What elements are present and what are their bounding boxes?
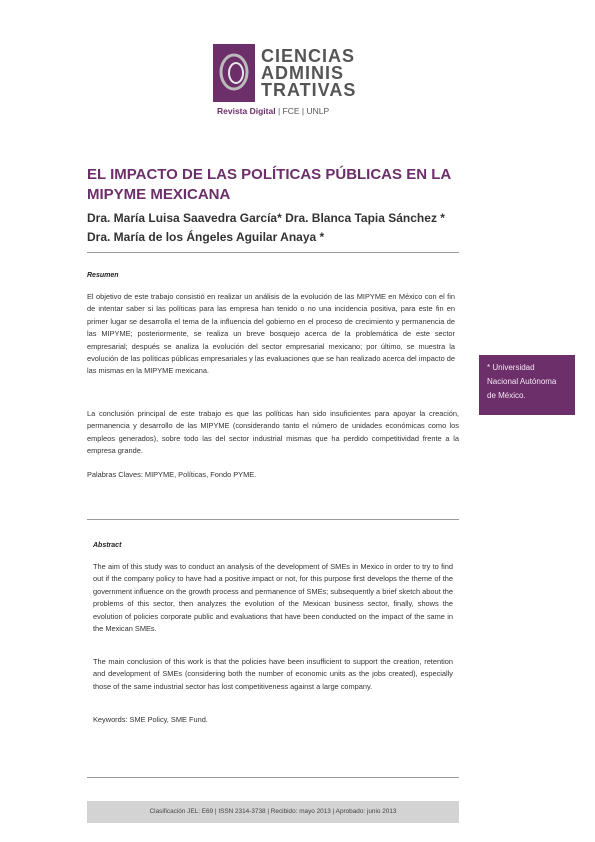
resumen-conclusion: La conclusión principal de este trabajo es que las políticas han sido insuficientes para apoyar la creación, permanencia y desarrollo de las MIPYME (considerando tanto el número de unidades económicas como los empleos generados), sobre todo las del sector industrial mismas que ha perdido competitividad frente a la empresa grande. — [87, 409, 459, 456]
section-divider — [87, 777, 459, 778]
article-title: EL IMPACTO DE LAS POLÍTICAS PÚBLICAS EN LA MIPYME MEXICANA — [87, 166, 451, 203]
resumen-keywords: Palabras Claves: MIPYME, Políticas, Fondo PYME. — [87, 470, 257, 479]
section-divider — [87, 252, 459, 253]
resumen-heading: Resumen — [87, 272, 119, 279]
resumen-paragraph: El objetivo de este trabajo consistió en realizar un análisis de la evolución de las MIPYME en México con el fin de intentar saber si las políticas para las empresa han tenido o no una incidencia positiva, para este fin en primer lugar se desarrolla el tema de la influencia del gobierno en el proceso de crecimiento y permanencia de las MIPYME; posteriormente, se realiza un breve bosquejo acerca de la problemática de este sector empresarial; después se analiza la evolución del sector empresarial mexicano; por último, se muestra la evolución de las políticas públicas empresariales y las evaluaciones que se han realizado acerca del impacto de las mismas en la MIPYME mexicana. — [87, 292, 455, 376]
authors-line: Dra. María de los Ángeles Aguilar Anaya * — [87, 230, 325, 244]
abstract-heading: Abstract — [93, 542, 122, 549]
section-divider — [87, 519, 459, 520]
abstract-conclusion: The main conclusion of this work is that the policies have been insufficient to support the creation, retention and development of SMEs (considering both the number of economic units as the jobs created), especially those of the same industrial sector has lost competitiveness against a large company. — [93, 657, 453, 691]
journal-name-line: TRATIVAS — [261, 80, 357, 100]
abstract-keywords: Keywords: SME Policy, SME Fund. — [93, 715, 208, 724]
authors-line: Dra. María Luisa Saavedra García* Dra. Blanca Tapia Sánchez * — [87, 211, 445, 225]
journal-logo — [213, 44, 383, 122]
journal-name — [261, 48, 356, 99]
journal-subtitle-highlight: Revista Digital — [217, 106, 276, 116]
footer-metadata: Clasificación JEL: E69 | ISSN 2314-3738 | Recibido: mayo 2013 | Aprobado: junio 2013 — [87, 801, 459, 823]
article-authors — [87, 209, 477, 247]
journal-subtitle — [217, 106, 329, 116]
journal-subtitle-rest: | FCE | UNLP — [275, 106, 330, 116]
journal-name-line: CIENCIAS — [261, 46, 356, 66]
journal-logo-mark-icon — [213, 44, 255, 110]
author-affiliation-note: * Universidad Nacional Autónoma de México. — [479, 355, 575, 415]
abstract-paragraph: The aim of this study was to conduct an analysis of the development of SMEs in Mexico in order to try to find out if the company policy to have had a positive impact or not, for this purpose first develops the theme of the government influence on the growth process and permanence of SMEs; subsequently a brief sketch about the problems of this sector, then analyzes the evolution of the Mexican business sector, finally, shows the evolution of policies corporate public and evaluations that have been conducted on the impact of the same in the Mexican SMEs. — [93, 562, 453, 634]
journal-name-line: ADMINIS — [261, 63, 344, 83]
